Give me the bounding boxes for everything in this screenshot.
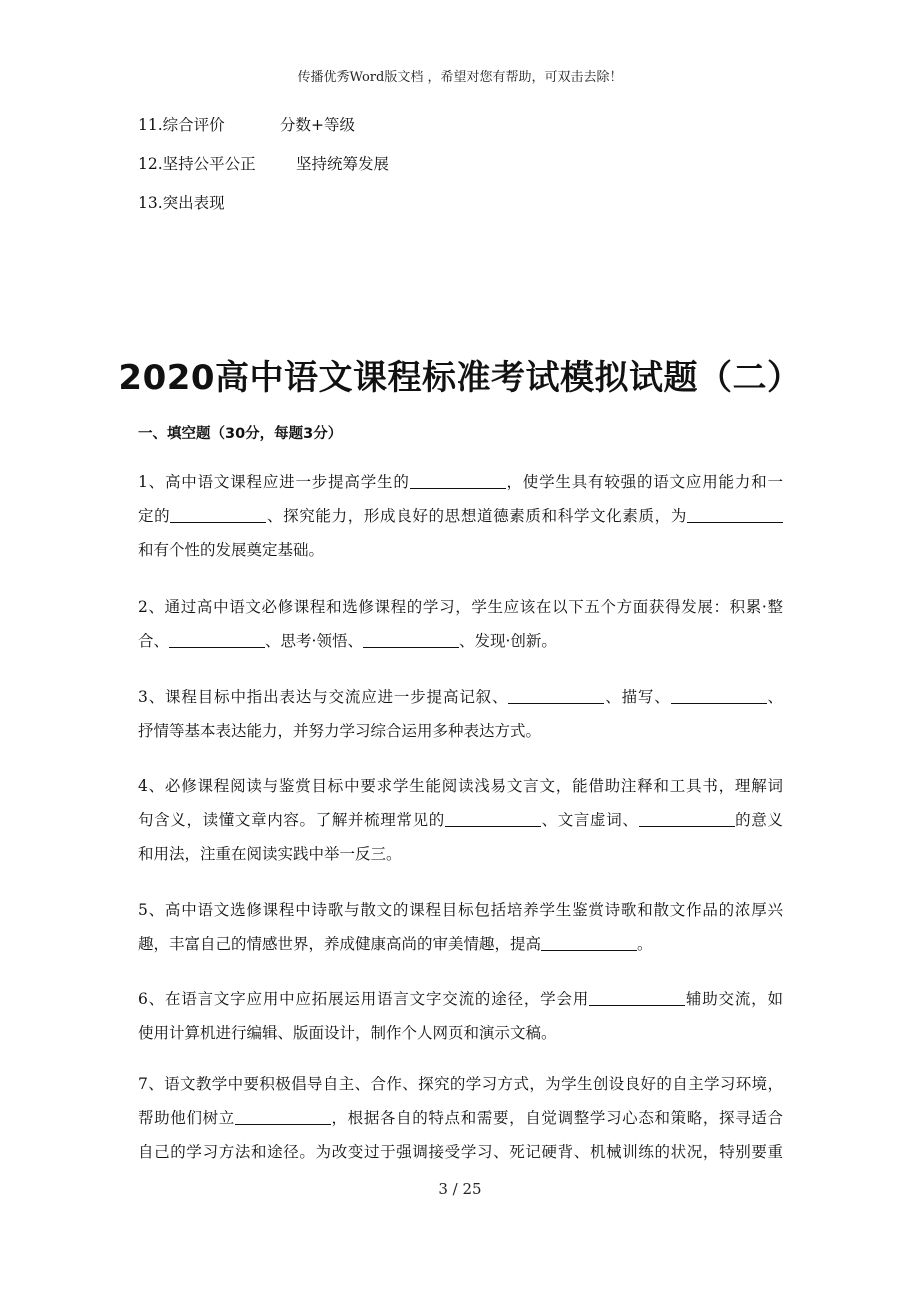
question-line xyxy=(138,893,783,927)
question-line xyxy=(138,982,783,1016)
question-text: 帮助他们树立 xyxy=(138,1109,235,1127)
answer-blank[interactable] xyxy=(170,504,266,523)
question-line xyxy=(138,680,783,714)
question-text: 自己的学习方法和途径。为改变过于强调接受学习、死记硬背、机械训练的状况，特别要重 xyxy=(138,1143,783,1161)
answer-text: 分数+等级 xyxy=(280,116,355,134)
answer-text: 13.突出表现 xyxy=(138,194,225,212)
answer-blank[interactable] xyxy=(541,932,637,951)
answer-row xyxy=(138,113,389,152)
question-line xyxy=(138,1016,783,1050)
question-text: 1、高中语文课程应进一步提高学生的 xyxy=(138,473,410,491)
page-header: 传播优秀Word版文档 ，希望对您有帮助，可双击去除！ xyxy=(297,70,623,85)
question-item xyxy=(138,680,783,748)
question-text: 抒情等基本表达能力，并努力学习综合运用多种表达方式。 xyxy=(138,722,542,740)
question-text: 。 xyxy=(637,935,653,953)
question-text: 的意义 xyxy=(734,811,783,829)
answer-blank[interactable] xyxy=(589,987,685,1006)
question-line xyxy=(138,837,783,871)
question-line xyxy=(138,1067,783,1101)
question-text: 2、通过高中语文必修课程和选修课程的学习，学生应该在以下五个方面获得发展：积累·整 xyxy=(138,598,783,616)
answer-blank[interactable] xyxy=(639,808,735,827)
question-item xyxy=(138,590,783,658)
question-text: 、文言虚词、 xyxy=(540,811,639,829)
answer-blank[interactable] xyxy=(508,685,604,704)
document-title: 2020高中语文课程标准考试模拟试题（二） xyxy=(118,358,802,398)
answer-text: 12.坚持公平公正 xyxy=(138,155,256,173)
question-text: 和用法，注重在阅读实践中举一反三。 xyxy=(138,845,402,863)
answer-blank[interactable] xyxy=(687,504,783,523)
question-line xyxy=(138,1135,783,1169)
question-text: 、探究能力，形成良好的思想道德素质和科学文化素质，为 xyxy=(266,507,687,525)
question-text: 6、在语言文字应用中应拓展运用语言文字交流的途径，学会用 xyxy=(138,990,590,1008)
question-text: 定的 xyxy=(138,507,171,525)
question-text: 7、语文教学中要积极倡导自主、合作、探究的学习方式，为学生创设良好的自主学习环境， xyxy=(138,1075,783,1093)
question-line xyxy=(138,1101,783,1135)
question-text: 、 xyxy=(766,688,783,706)
question-item xyxy=(138,982,783,1050)
answer-blank[interactable] xyxy=(169,629,265,648)
question-line xyxy=(138,624,783,658)
answer-row xyxy=(138,191,389,230)
question-text: 、描写、 xyxy=(604,688,671,706)
answer-text: 11.综合评价 xyxy=(138,116,225,134)
question-item xyxy=(138,465,783,567)
question-line xyxy=(138,803,783,837)
answer-blank[interactable] xyxy=(671,685,767,704)
answer-row xyxy=(138,152,389,191)
answer-list xyxy=(138,113,389,230)
question-line xyxy=(138,465,783,499)
question-line xyxy=(138,769,783,803)
question-line xyxy=(138,499,783,533)
question-line xyxy=(138,714,783,748)
question-text: 辅助交流，如 xyxy=(685,990,783,1008)
question-line xyxy=(138,590,783,624)
page-number: 3 / 25 xyxy=(438,1180,482,1198)
question-text: 、发现·创新。 xyxy=(458,632,557,650)
question-text: 使用计算机进行编辑、版面设计，制作个人网页和演示文稿。 xyxy=(138,1024,557,1042)
answer-blank[interactable] xyxy=(410,470,506,489)
answer-blank[interactable] xyxy=(235,1106,331,1125)
section-heading: 一、填空题（30分，每题3分） xyxy=(138,426,343,442)
question-text: 3、课程目标中指出表达与交流应进一步提高记叙、 xyxy=(138,688,509,706)
question-text: 句含义，读懂文章内容。了解并梳理常见的 xyxy=(138,811,445,829)
question-text: 、思考·领悟、 xyxy=(265,632,363,650)
question-item xyxy=(138,893,783,961)
question-text: 趣，丰富自己的情感世界，养成健康高尚的审美情趣，提高 xyxy=(138,935,542,953)
question-text: 和有个性的发展奠定基础。 xyxy=(138,541,325,559)
question-item xyxy=(138,1067,783,1169)
question-line xyxy=(138,927,783,961)
question-item xyxy=(138,769,783,871)
answer-text: 坚持统筹发展 xyxy=(296,155,390,173)
question-text: ，根据各自的特点和需要，自觉调整学习心态和策略，探寻适合 xyxy=(330,1109,783,1127)
question-line xyxy=(138,533,783,567)
question-text: 5、高中语文选修课程中诗歌与散文的课程目标包括培养学生鉴赏诗歌和散文作品的浓厚兴 xyxy=(138,901,783,919)
answer-blank[interactable] xyxy=(445,808,541,827)
answer-blank[interactable] xyxy=(363,629,459,648)
question-text: ，使学生具有较强的语文应用能力和一 xyxy=(505,473,783,491)
question-text: 合、 xyxy=(138,632,170,650)
question-text: 4、必修课程阅读与鉴赏目标中要求学生能阅读浅易文言文，能借助注释和工具书，理解词 xyxy=(138,777,783,795)
